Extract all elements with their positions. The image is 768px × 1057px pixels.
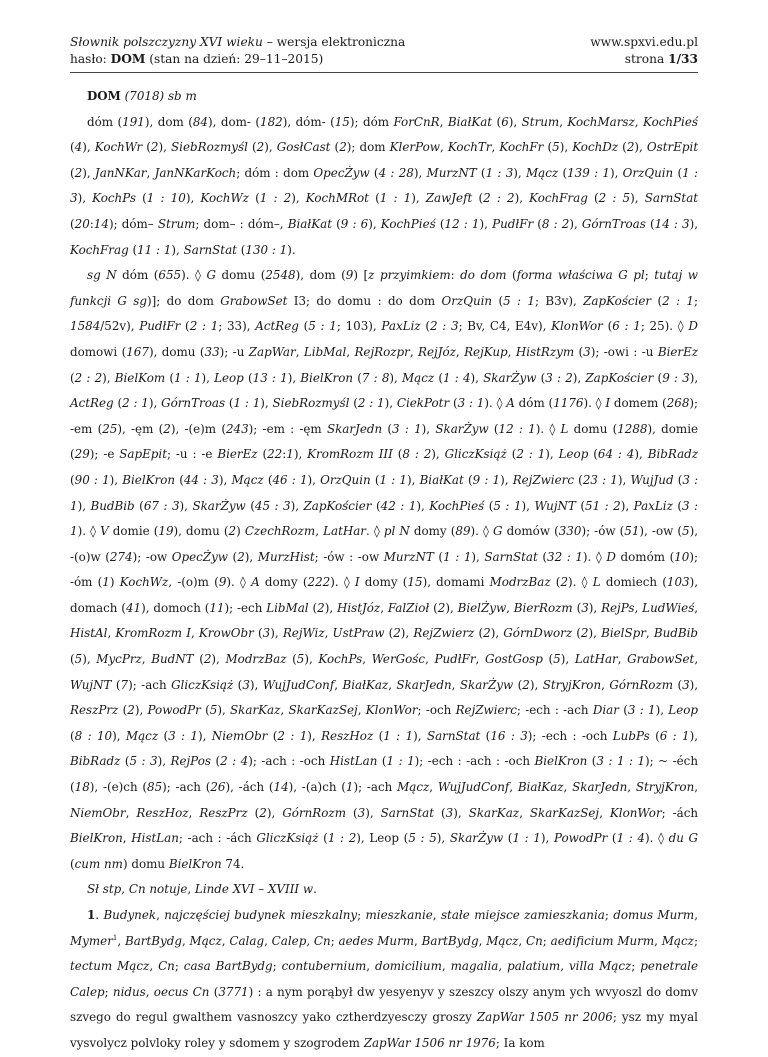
page-number: 1/33 [668, 52, 698, 66]
entry-date: (stan na dzień: 29–11–2015) [145, 52, 324, 66]
entry-name: DOM [110, 52, 146, 66]
sources-paragraph: Sł stp, Cn notuje, Linde XVI – XVIII w. [87, 882, 317, 897]
running-header-right [590, 34, 698, 68]
sense-1-paragraph: 1. Budynek, najczęściej budynek mieszkalny; mieszkanie, stałe miejsce zamieszkania; domus Murm, Mymer$^1$, BartBydg, Mącz, Calag, Calep, Cn; aedes Murm, BartBydg, Mącz, Cn; aedificium Murm, Mącz; tectum Mącz, Cn; casa BartBydg; contubernium, domicilium, magalia, palatium, villa Mącz; penetrale Calep; nidus, oecus Cn (3771) : a nym porąbył dw yesyenyv y szeszcy olszy anym ych wvyoszl do domv szvego do regul gwalthem vasnoszcy yako cztherdzyesczy groszy ZapWar 1505 nr 2006; ysz my myal vysvolycz polvloky roley y sdomem y szogrodem ZapWar 1506 nr 1976; Ia kom [70, 908, 699, 1050]
entry-status-line [70, 51, 405, 68]
page-label: strona [624, 52, 669, 66]
dictionary-title-line [70, 34, 405, 51]
entry-body [70, 84, 698, 1057]
part-of-speech: sb m [167, 89, 197, 103]
header-divider [70, 72, 698, 73]
entry-label: hasło: [70, 52, 111, 66]
form-variants-paragraph: dóm (191), dom (84), dom- (182), dóm- (15); dóm ForCnR, BiałKat (6), Strum, KochMarsz, KochPieś (4), KochWr (2), SiebRozmyśl (2), GosłCast (2); dom KlerPow, KochTr, KochFr (5), KochDz (2), OstrEpit (2), JanNKar, JanNKarKoch; dóm : dom OpecŻyw (4 : 28), MurzNT (1 : 3), Mącz (139 : 1), OrzQuin (1 : 3), KochPs (1 : 10), KochWz (1 : 2), KochMRot (1 : 1), ZawJeft (2 : 2), KochFrag (2 : 5), SarnStat (20:14); dóm– Strum; dom– : dóm–, BiałKat (9 : 6), KochPieś (12 : 1), PudłFr (8 : 2), GórnTroas (14 : 3), KochFrag (11 : 1), SarnStat (130 : 1). [70, 114, 699, 257]
running-header-left [70, 34, 405, 68]
occurrence-count: (7018) [124, 89, 165, 103]
site-url[interactable]: www.spxvi.edu.pl [590, 35, 698, 49]
edition-note: – wersja elektroniczna [262, 35, 406, 49]
inflection-paragraph: sg N dóm (655). ◊ G domu (2548), dom (9) [z przyimkiem: do dom (forma właściwa G pl; tutaj w funkcji G sg)]; do dom GrabowSet I3; do domu : do dom OrzQuin (5 : 1; B3v), ZapKościer (2 : 1; 1584/52v), PudłFr (2 : 1; 33), ActReg (5 : 1; 103), PaxLiz (2 : 3; Bv, C4, E4v), KlonWor (6 : 1; 25). ◊ D domowi (167), domu (33); -u ZapWar, LibMal, RejRozpr, RejJóz, RejKup, HistRzym (3); -owi : -u BierEz (2 : 2), BielKom (1 : 1), Leop (13 : 1), BielKron (7 : 8), Mącz (1 : 4), SkarŻyw (3 : 2), ZapKościer (9 : 3), ActReg (2 : 1), GórnTroas (1 : 1), SiebRozmyśl (2 : 1), CiekPotr (3 : 1). ◊ A dóm (1176). ◊ I domem (268); -em (25), -ęm (2), -(e)m (243); -em : -ęm SkarJedn (3 : 1), SkarŻyw (12 : 1). ◊ L domu (1288), domie (29); -e SapEpit; -u : -e BierEz (22:1), KromRozm III (8 : 2), GliczKsiąż (2 : 1), Leop (64 : 4), BibRadz (90 : 1), BielKron (44 : 3), Mącz (46 : 1), OrzQuin (1 : 1), BiałKat (9 : 1), RejZwierc (23 : 1), WujJud (3 : 1), BudBib (67 : 3), SkarŻyw (45 : 3), ZapKościer (42 : 1), KochPieś (5 : 1), WujNT (51 : 2), PaxLiz (3 : 1). ◊ V domie (19), domu (2) CzechRozm, LatHar. ◊ pl N domy (89). ◊ G domów (330); -ów (51), -ow (5), -(o)w (274); -ow OpecŻyw (2), MurzHist; -ów : -ow MurzNT (1 : 1), SarnStat (32 : 1). ◊ D domóm (10); -óm (1) KochWz, -(o)m (9). ◊ A domy (222). ◊ I domy (15), domami ModrzBaz (2). ◊ L domiech (103), domach (41), domoch (11); -ech LibMal (2), HistJóz, FalZioł (2), BielŻyw, BierRozm (3), RejPs, LudWieś, HistAl, KromRozm I, KrowObr (3), RejWiz, UstPraw (2), RejZwierz (2), GórnDworz (2), BielSpr, BudBib (5), MycPrz, BudNT (2), ModrzBaz (5), KochPs, WerGośc, PudłFr, GostGosp (5), LatHar, GrabowSet, WujNT (7); -ach GliczKsiąż (3), WujJudConf, BiałKaz, SkarJedn, SkarŻyw (2), StryjKron, GórnRozm (3), ReszPrz (2), PowodPr (5), SkarKaz, SkarKazSej, KlonWor; -och RejZwierc; -ech : -ach Diar (3 : 1), Leop (8 : 10), Mącz (3 : 1), NiemObr (2 : 1), ReszHoz (1 : 1), SarnStat (16 : 3); -ech : -och LubPs (6 : 1), BibRadz (5 : 3), RejPos (2 : 4); -ach : -och HistLan (1 : 1); -ech : -ach : -och BielKron (3 : 1 : 1); ~ -éch (18), -(e)ch (85); -ach (26), -ách (14), -(a)ch (1); -ach Mącz, WujJudConf, BiałKaz, SkarJedn, StryjKron, NiemObr, ReszHoz, ReszPrz (2), GórnRozm (3), SarnStat (3), SkarKaz, SkarKazSej, KlonWor; -ách BielKron, HistLan; -ach : -ách GliczKsiąż (1 : 2), Leop (5 : 5), SkarŻyw (1 : 1), PowodPr (1 : 4). ◊ du G (cum nm) domu BielKron 74. [70, 268, 699, 871]
headword: DOM [87, 89, 121, 103]
page-number-line [590, 51, 698, 68]
dictionary-title: Słownik polszczyzny XVI wieku [70, 35, 263, 49]
entry-headline [70, 84, 698, 110]
